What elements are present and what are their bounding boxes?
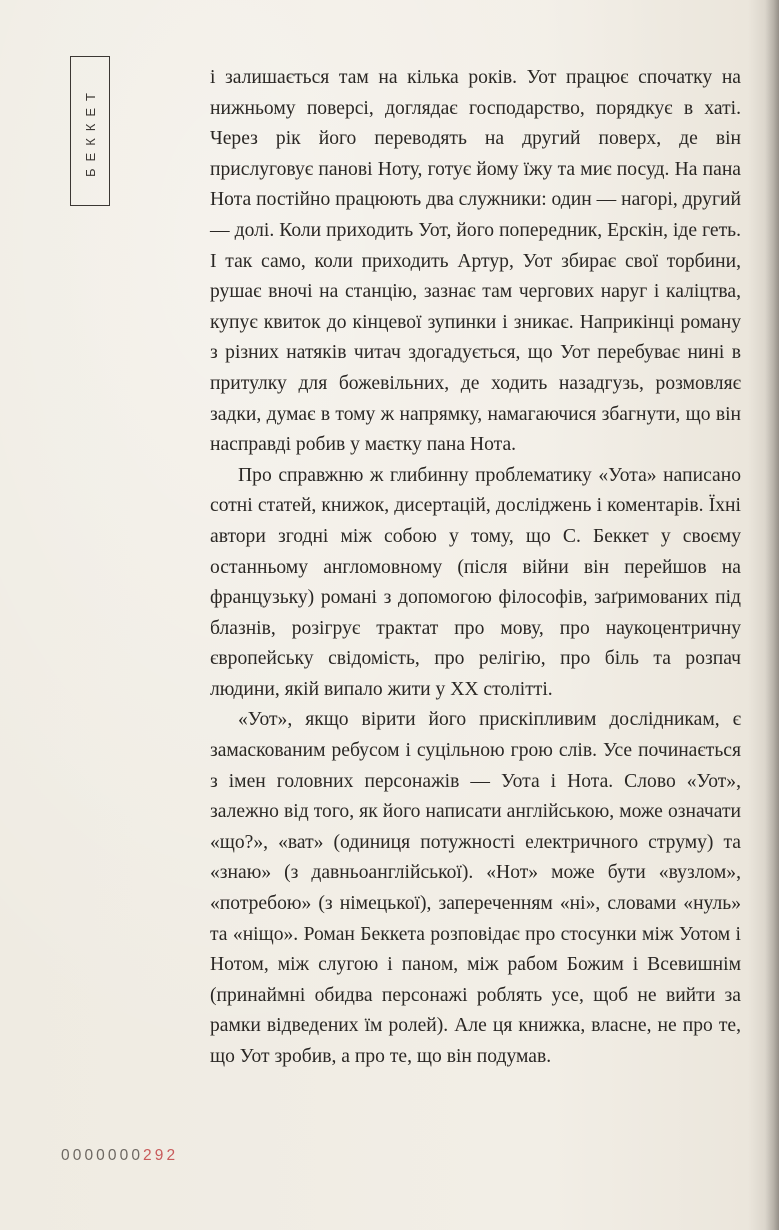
running-head-author: БЕККЕТ: [82, 85, 98, 177]
paragraph-1: і залишається там на кілька років. Уот працює спочатку на нижньому поверсі, доглядає господарство, порядкує в хаті. Через рік його переводять на другий поверх, де він прислуговує панові Ноту, готує йому їжу та миє посуд. На пана Нота постійно працюють два служники: один — нагорі, другий — долі. Коли приходить Уот, його попередник, Ерскін, іде геть. І так само, коли приходить Артур, Уот збирає свої торбини, рушає вночі на станцію, зазнає там чергових наруг і каліцтва, купує квиток до кінцевої зупинки і зникає. Наприкінці роману з різних натяків читач здогадується, що Уот перебуває нині в притулку для божевільних, де ходить назадгузь, розмовляє задки, думає в тому ж напрямку, намагаючися збагнути, що він насправді робив у маєтку пана Нота.: [210, 67, 741, 456]
running-head-box: [70, 56, 110, 206]
body-text: [210, 63, 741, 1073]
paragraph-3: «Уот», якщо вірити його прискіпливим дослідникам, є замаскованим ребусом і суцільною грою слів. Усе починається з імен головних персонажів — Уота і Нота. Слово «Уот», залежно від того, як його написати англійською, може означати «що?», «ват» (одиниця потужності електричного струму) та «знаю» (з давньоанглійської). «Нот» може бути «вузлом», «потребою» (з німецької), запереченням «ні», словами «нуль» та «ніщо». Роман Беккета розповідає про стосунки між Уотом і Нотом, між слугою і паном, між рабом Божим і Всевишнім (принаймні обидва персонажі роблять усе, щоб не вийти за рамки відведених їм ролей). Але ця книжка, власне, не про те, що Уот зробив, а про те, що він подумав.: [210, 709, 741, 1067]
page-number: 292: [143, 1147, 179, 1164]
page-folio: [61, 1147, 178, 1165]
paragraph-2: Про справжню ж глибинну проблематику «Уота» написано сотні статей, книжок, дисертацій, досліджень і коментарів. Їхні автори згодні між собою у тому, що С. Беккет у своєму останньому англомовному (після війни він перейшов на французьку) романі з допомогою філософів, заґримованих під блазнів, розігрує трактат про мову, про наукоцентричну європейську свідомість, про релігію, про біль та розпач людини, якій випало жити у XX столітті.: [210, 464, 741, 700]
spine-shadow: [765, 0, 779, 1230]
folio-zeros: 0000000: [61, 1147, 144, 1164]
